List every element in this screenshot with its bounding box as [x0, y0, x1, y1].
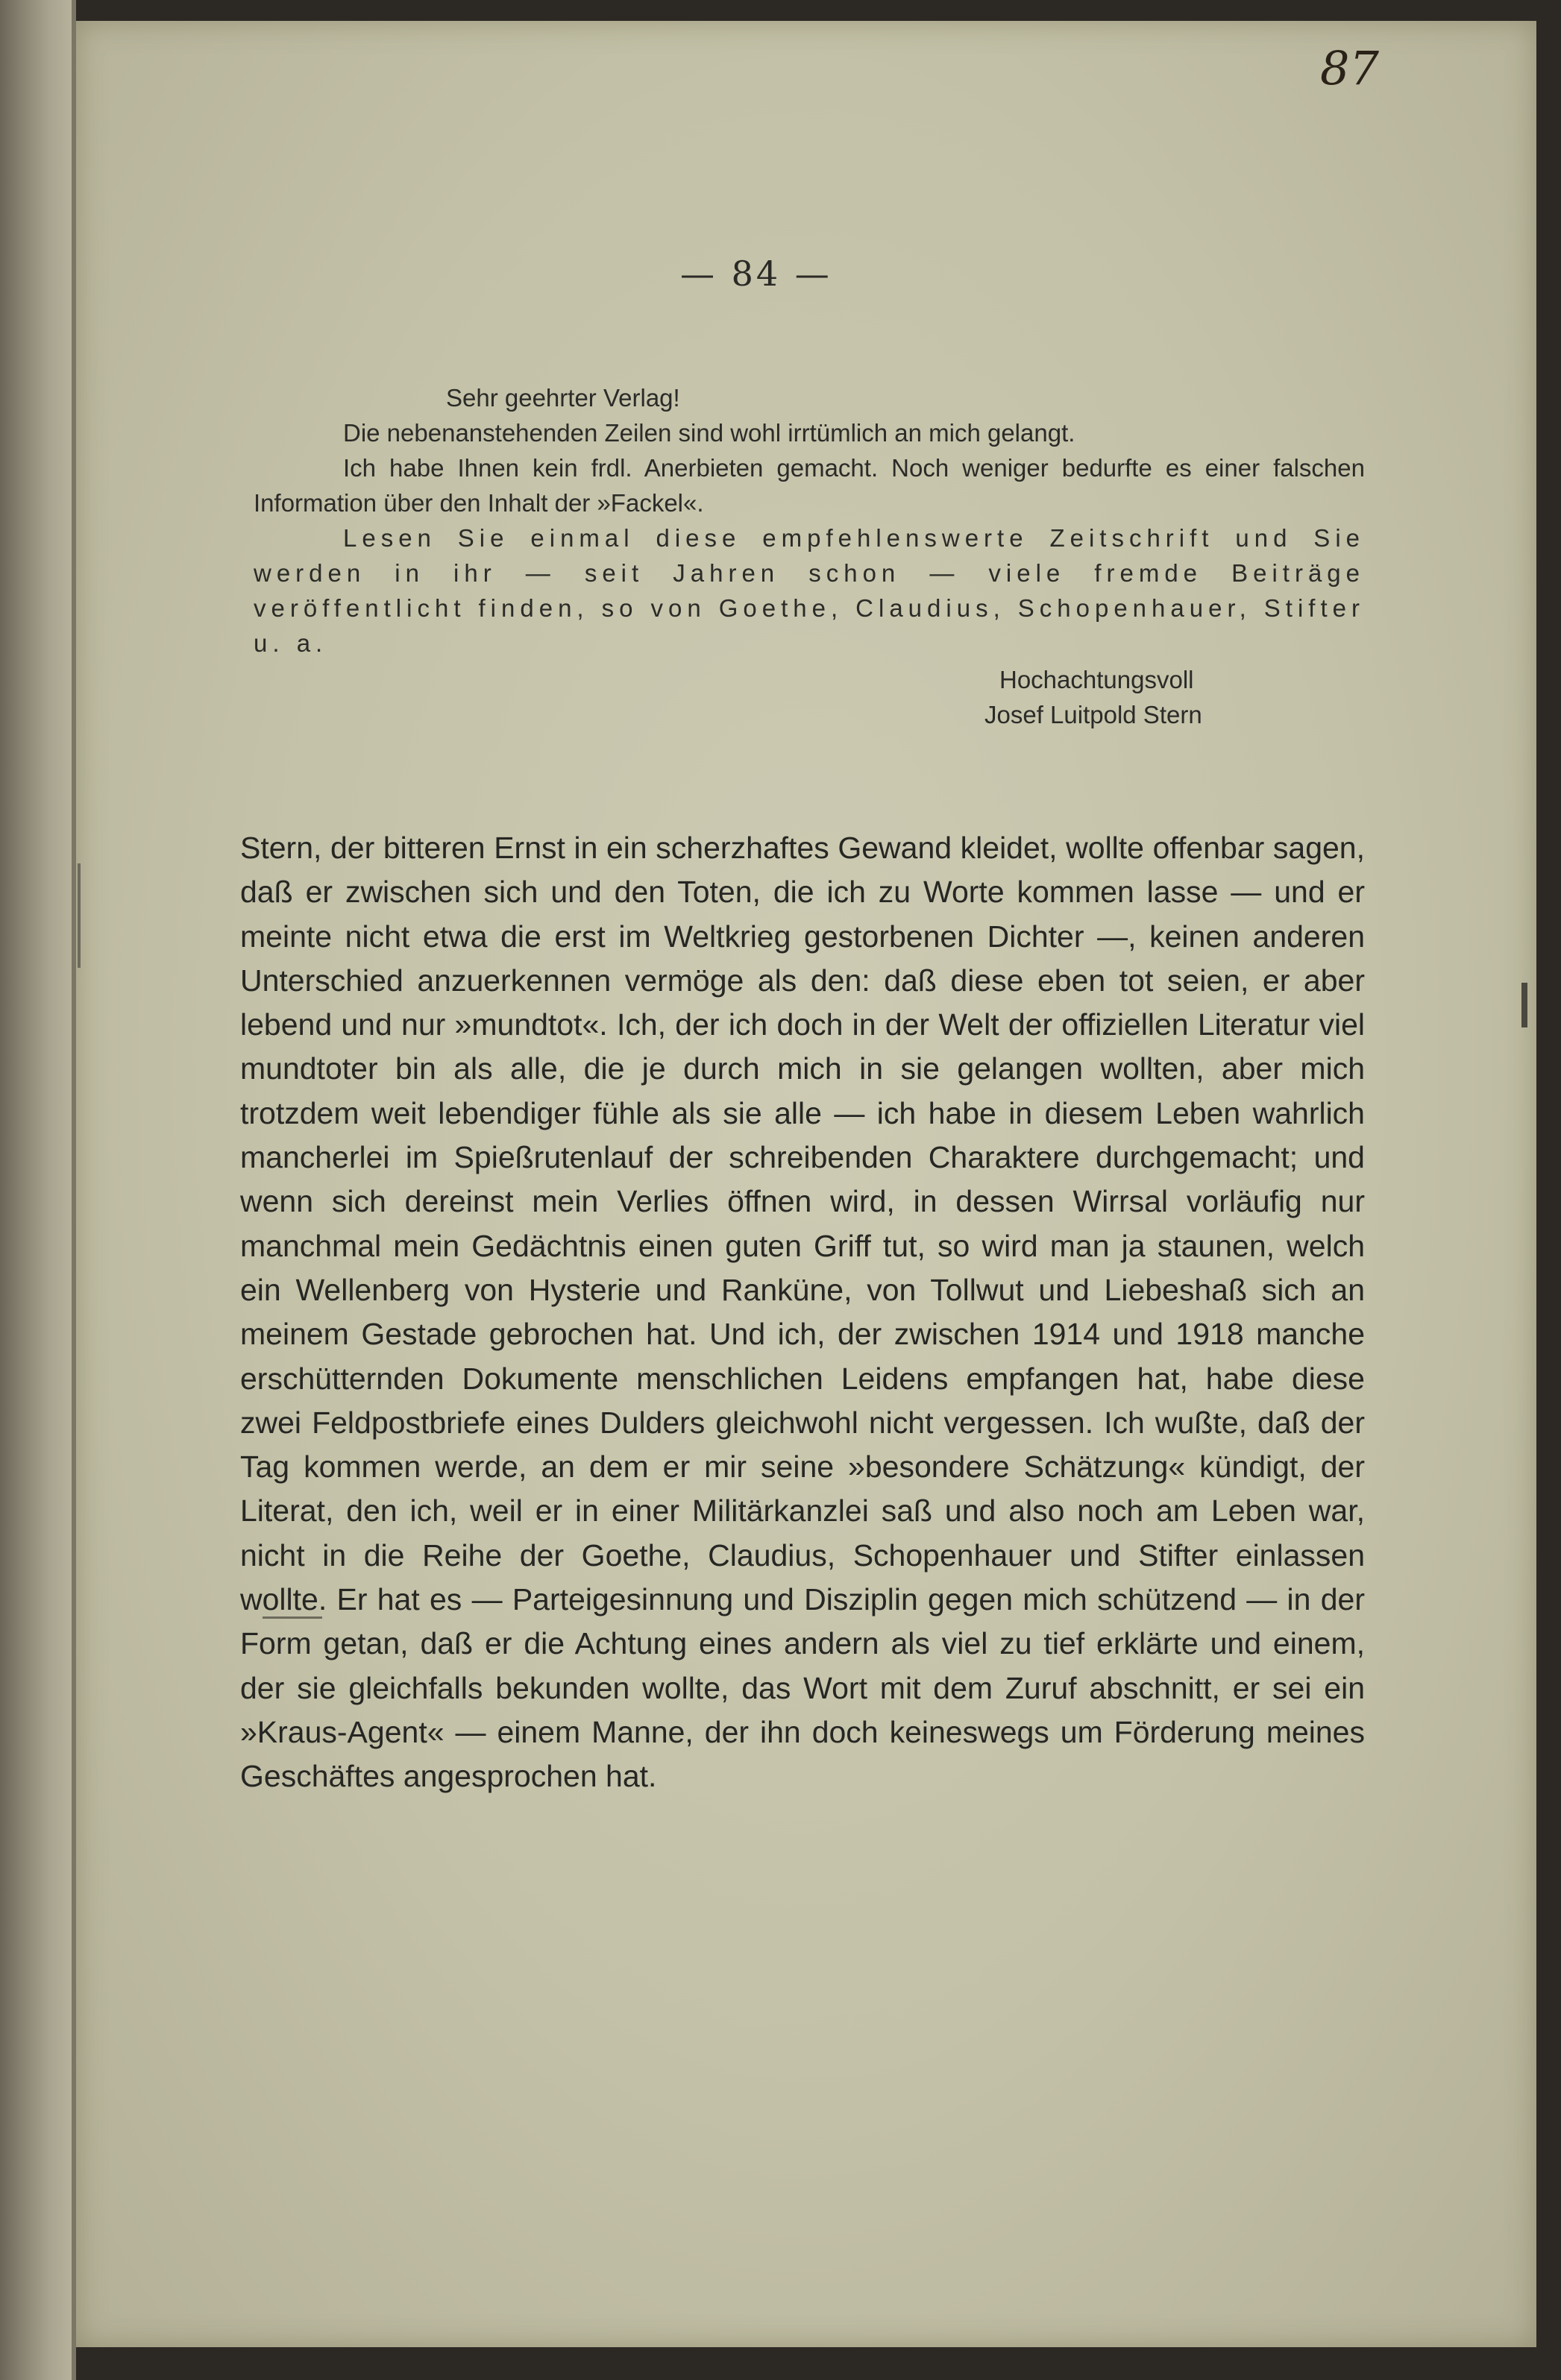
folio-number: 87 — [1320, 41, 1379, 95]
letter-paragraph: Die nebenanstehenden Zeilen sind wohl irrtümlich an mich gelangt. — [343, 419, 1075, 447]
letter-signature: Josef Luitpold Stern — [984, 701, 1202, 728]
letter-salutation: Sehr geehrter Verlag! — [446, 384, 680, 412]
letter-paragraph: Ich habe Ihnen kein frdl. Anerbieten gemacht. Noch weniger bedurfte es einer falschen Information über den Inhalt der »Fackel«. — [254, 454, 1365, 517]
body-text: Stern, der bitteren Ernst in ein scherzhaftes Gewand kleidet, wollte offenbar sagen, daß er zwischen sich und den Toten, die ich zu Worte kommen lasse — und er meinte nicht etwa die erst im Weltkrieg gestorbenen Dichter —, keinen anderen Unterschied anzuerkennen vermöge als den: daß diese eben tot seien, er aber lebend und nur »mundtot«. Ich, der ich doch in der Welt der offiziellen Literatur viel mundtoter bin als alle, die je durch mich in sie gelangen wollten, aber mich trotzdem weit lebendiger fühle als sie alle — ich habe in diesem Leben wahrlich mancherlei im Spießrutenlauf der schreibenden Charaktere durchgemacht; und wenn sich dereinst mein Verlies öffnen wird, in dessen Wirrsal vorläufig nur manchmal mein Gedächtnis einen guten Griff tut, so wird man ja staunen, welch ein Wellenberg von Hysterie und Ranküne, von Tollwut und Liebeshaß sich an meinem Gestade gebrochen hat. Und ich, der zwischen 1914 und 1918 manche erschütternden Dokumente menschlichen Leidens empfangen hat, habe diese zwei Feldpostbriefe eines Dulders gleichwohl nicht vergessen. Ich wußte, daß der Tag kommen werde, an dem er mir seine »besondere Schätzung« kündigt, der Literat, den ich, weil er in einer Militärkanzlei saß und also noch am Leben war, nicht in die Reihe der Goethe, Claudius, Schopenhauer und Stifter einlassen wollte. Er hat es — Parteigesinnung und Disziplin gegen mich schützend — in der Form getan, daß er die Achtung eines andern als viel zu tief erklärte und einem, der sie gleichfalls bekunden wollte, das Wort mit dem Zuruf abschnitt, er sei ein »Kraus-Agent« — einem Manne, der ihn doch keineswegs um Förderung meines Geschäftes angesprochen hat. — [240, 831, 1365, 1794]
quoted-letter — [254, 380, 1365, 732]
page-mark — [78, 863, 81, 968]
letter-paragraph: Lesen Sie einmal diese empfehlenswerte Zeitschrift und Sie werden in ihr — seit Jahren schon — viele fremde Beiträge veröffentlicht finden, so von Goethe, Claudius, Schopenhauer, Stifter u. a. — [254, 524, 1365, 657]
letter-closing: Hochachtungsvoll — [999, 666, 1194, 693]
page-edge-mark — [1521, 983, 1527, 1027]
page-number: — 84 — — [680, 254, 832, 294]
book-binding — [0, 0, 74, 2380]
